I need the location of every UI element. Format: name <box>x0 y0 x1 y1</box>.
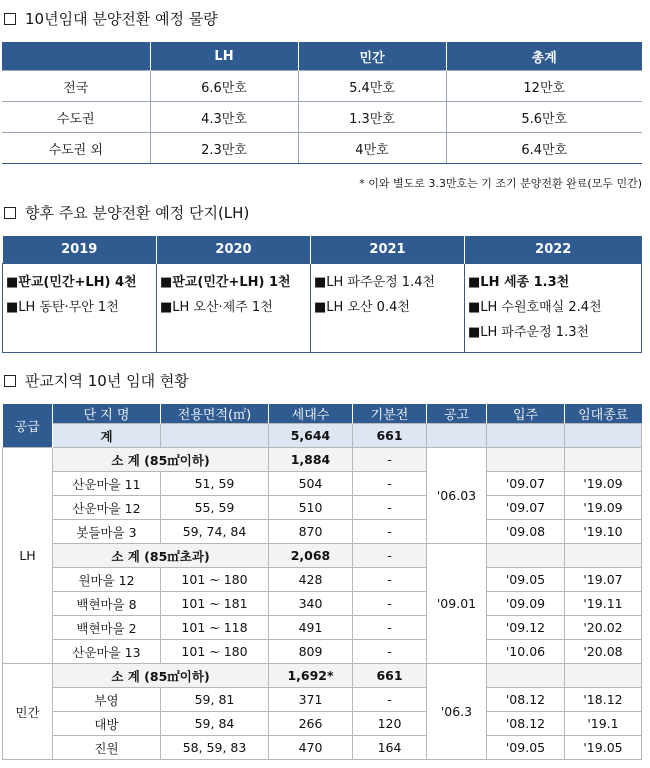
lease-end-cell: '19.09 <box>565 472 642 496</box>
schedule-table <box>2 236 642 353</box>
header-cell: 단 지 명 <box>53 404 161 424</box>
notice-date: '06.3 <box>427 664 487 760</box>
list-item: ■LH 동탄·무안 1천 <box>6 300 119 315</box>
pre-cell: 164 <box>353 736 427 760</box>
units-cell: 371 <box>269 688 353 712</box>
header-cell: 입주 <box>487 404 565 424</box>
move-in-cell: '08.12 <box>487 688 565 712</box>
complex-name: 봇들마을 3 <box>53 520 161 544</box>
lease-end-cell: '19.09 <box>565 496 642 520</box>
area-cell: 51, 59 <box>161 472 269 496</box>
complex-name: 원마을 12 <box>53 568 161 592</box>
table-cell: 1.3만호 <box>298 102 446 133</box>
complex-name: 부영 <box>53 688 161 712</box>
area-cell: 101 ~ 118 <box>161 616 269 640</box>
table-row <box>3 264 642 353</box>
total-label: 계 <box>53 424 161 448</box>
header-cell: 공고 <box>427 404 487 424</box>
section1-heading <box>0 8 218 29</box>
complex-name: 백현마을 8 <box>53 592 161 616</box>
header-cell <box>2 42 150 71</box>
header-cell: 민간 <box>298 42 446 71</box>
table-row <box>2 71 642 102</box>
move-in-cell: '09.08 <box>487 520 565 544</box>
table-cell: 6.4만호 <box>446 133 642 164</box>
pre-cell: 120 <box>353 712 427 736</box>
total-pre: 661 <box>353 424 427 448</box>
checkbox-square-icon <box>4 375 16 387</box>
subtotal-units: 2,068 <box>269 544 353 568</box>
section2-title: 향후 주요 분양전환 예정 단지(LH) <box>25 204 250 222</box>
complex-name: 산운마을 11 <box>53 472 161 496</box>
complex-name: 백현마을 2 <box>53 616 161 640</box>
pre-cell: - <box>353 496 427 520</box>
table-header-row <box>3 236 642 264</box>
section3-heading <box>0 370 189 391</box>
pre-cell: - <box>353 616 427 640</box>
table-cell: 2.3만호 <box>150 133 298 164</box>
checkbox-square-icon <box>4 207 16 219</box>
table-cell: 4.3만호 <box>150 102 298 133</box>
header-cell: 공급 <box>3 404 53 448</box>
header-cell: 전용면적(㎡) <box>161 404 269 424</box>
complex-name: 산운마을 12 <box>53 496 161 520</box>
units-cell: 340 <box>269 592 353 616</box>
move-in-cell: '09.05 <box>487 568 565 592</box>
pre-cell: - <box>353 568 427 592</box>
lease-end-cell: '19.11 <box>565 592 642 616</box>
units-cell: 870 <box>269 520 353 544</box>
lease-end-cell: '20.08 <box>565 640 642 664</box>
move-in-cell: '09.07 <box>487 472 565 496</box>
pre-cell: - <box>353 472 427 496</box>
move-in-cell: '09.09 <box>487 592 565 616</box>
notice-date: '06.03 <box>427 448 487 544</box>
list-item: ■판교(민간+LH) 1천 <box>160 275 291 290</box>
area-cell: 101 ~ 180 <box>161 640 269 664</box>
section2-heading <box>0 202 249 223</box>
pre-cell: - <box>353 520 427 544</box>
area-cell: 101 ~ 181 <box>161 592 269 616</box>
table-row <box>3 736 642 760</box>
subtotal-row <box>3 544 642 568</box>
footnote: * 이와 별도로 3.3만호는 기 조기 분양전환 완료(모두 민간) <box>359 177 642 190</box>
subtotal-pre: 661 <box>353 664 427 688</box>
table-row <box>3 616 642 640</box>
table-cell: 수도권 외 <box>2 133 150 164</box>
table-row <box>2 133 642 164</box>
lease-end-cell: '19.10 <box>565 520 642 544</box>
table-cell: 4만호 <box>298 133 446 164</box>
header-cell: 총계 <box>446 42 642 71</box>
section3-title: 판교지역 10년 임대 현황 <box>25 372 189 390</box>
table-row <box>3 640 642 664</box>
header-cell: 2021 <box>311 236 465 264</box>
subtotal-units: 1,884 <box>269 448 353 472</box>
list-item: ■판교(민간+LH) 4천 <box>6 275 137 290</box>
table-cell: 5.4만호 <box>298 71 446 102</box>
subtotal-units: 1,692* <box>269 664 353 688</box>
header-cell: LH <box>150 42 298 71</box>
lease-end-cell: '18.12 <box>565 688 642 712</box>
area-cell: 59, 84 <box>161 712 269 736</box>
table-row <box>3 592 642 616</box>
table-row <box>3 568 642 592</box>
move-in-cell: '09.07 <box>487 496 565 520</box>
subtotal-pre: - <box>353 448 427 472</box>
header-cell: 2019 <box>3 236 157 264</box>
table-row <box>3 520 642 544</box>
area-cell: 59, 74, 84 <box>161 520 269 544</box>
header-cell: 2020 <box>157 236 311 264</box>
total-units: 5,644 <box>269 424 353 448</box>
lease-end-cell: '19.07 <box>565 568 642 592</box>
table-cell: 5.6만호 <box>446 102 642 133</box>
total-row <box>3 424 642 448</box>
pre-cell: - <box>353 688 427 712</box>
move-in-cell: '10.06 <box>487 640 565 664</box>
move-in-cell: '09.12 <box>487 616 565 640</box>
subtotal-row <box>3 448 642 472</box>
lease-end-cell: '19.05 <box>565 736 642 760</box>
table-cell <box>311 264 465 353</box>
units-cell: 504 <box>269 472 353 496</box>
checkbox-square-icon <box>4 13 16 25</box>
complex-name: 대방 <box>53 712 161 736</box>
list-item: ■LH 파주운정 1.3천 <box>468 325 590 340</box>
list-item: ■LH 오산 0.4천 <box>314 300 410 315</box>
table-cell <box>3 264 157 353</box>
units-cell: 470 <box>269 736 353 760</box>
complex-name: 진원 <box>53 736 161 760</box>
header-cell: 임대종료 <box>565 404 642 424</box>
lease-end-cell: '20.02 <box>565 616 642 640</box>
move-in-cell: '08.12 <box>487 712 565 736</box>
complex-name: 산운마을 13 <box>53 640 161 664</box>
move-in-cell: '09.05 <box>487 736 565 760</box>
pangyo-rental-table <box>2 404 642 760</box>
lease-end-cell: '19.1 <box>565 712 642 736</box>
supplier-label: 민간 <box>3 664 53 760</box>
area-cell: 58, 59, 83 <box>161 736 269 760</box>
subtotal-label: 소 계 (85㎡이하) <box>53 448 269 472</box>
table-row <box>3 712 642 736</box>
subtotal-row <box>3 664 642 688</box>
section1-title: 10년임대 분양전환 예정 물량 <box>25 10 218 28</box>
header-cell: 세대수 <box>269 404 353 424</box>
table-row <box>3 496 642 520</box>
list-item: ■LH 세종 1.3천 <box>468 275 570 290</box>
list-item: ■LH 오산·제주 1천 <box>160 300 273 315</box>
supply-summary-table <box>2 42 642 164</box>
supplier-label: LH <box>3 448 53 664</box>
area-cell: 59, 81 <box>161 688 269 712</box>
list-item: ■LH 수원호매실 2.4천 <box>468 300 602 315</box>
units-cell: 510 <box>269 496 353 520</box>
subtotal-pre: - <box>353 544 427 568</box>
units-cell: 809 <box>269 640 353 664</box>
units-cell: 266 <box>269 712 353 736</box>
table-cell: 전국 <box>2 71 150 102</box>
header-cell: 2022 <box>465 236 642 264</box>
units-cell: 491 <box>269 616 353 640</box>
table-cell: 수도권 <box>2 102 150 133</box>
units-cell: 428 <box>269 568 353 592</box>
table-cell <box>157 264 311 353</box>
area-cell: 55, 59 <box>161 496 269 520</box>
table-header-row <box>3 404 642 424</box>
pre-cell: - <box>353 640 427 664</box>
header-cell: 기분전 <box>353 404 427 424</box>
area-cell: 101 ~ 180 <box>161 568 269 592</box>
table-header-row <box>2 42 642 71</box>
table-row <box>3 472 642 496</box>
table-cell <box>465 264 642 353</box>
table-row <box>2 102 642 133</box>
subtotal-label: 소 계 (85㎡초과) <box>53 544 269 568</box>
table-row <box>3 688 642 712</box>
subtotal-label: 소 계 (85㎡이하) <box>53 664 269 688</box>
notice-date: '09.01 <box>427 544 487 664</box>
table-cell: 6.6만호 <box>150 71 298 102</box>
pre-cell: - <box>353 592 427 616</box>
table-cell: 12만호 <box>446 71 642 102</box>
list-item: ■LH 파주운정 1.4천 <box>314 275 436 290</box>
